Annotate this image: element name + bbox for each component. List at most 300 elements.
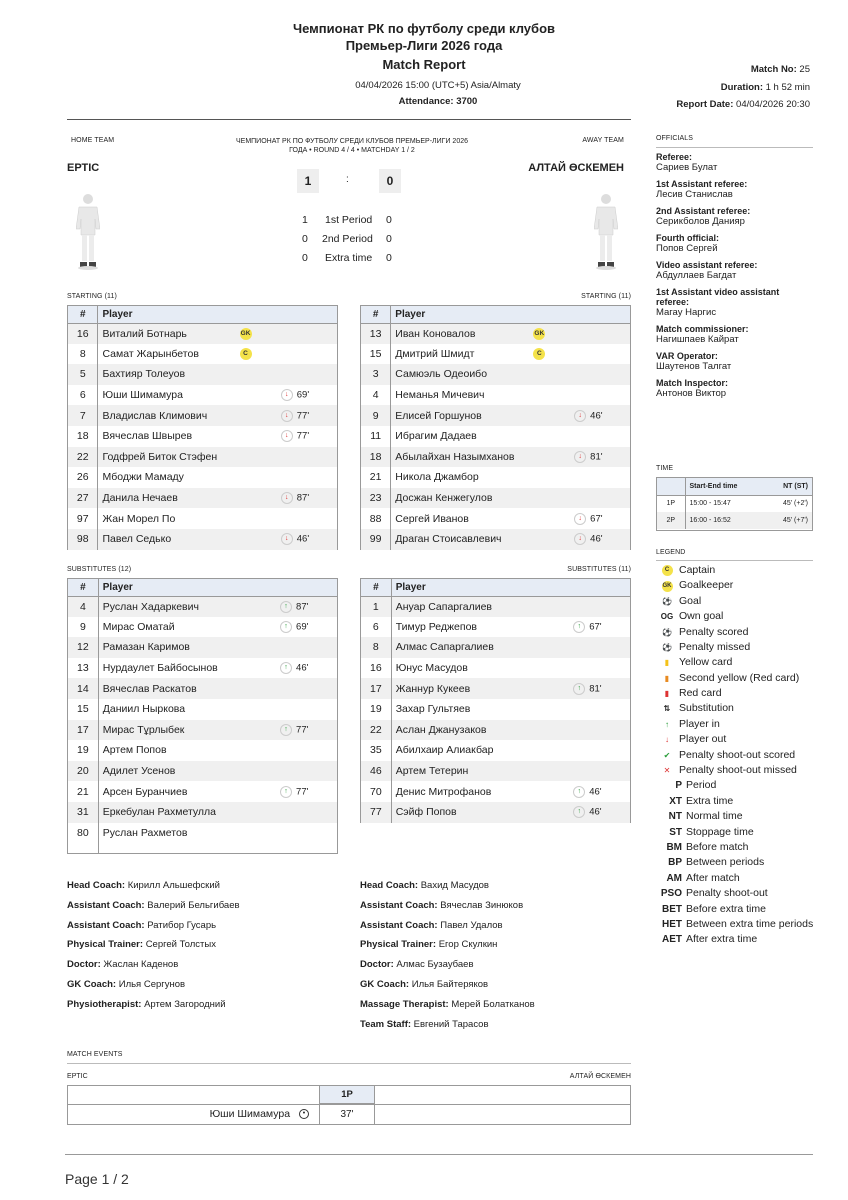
player-name: Павел Седько [98, 529, 236, 550]
player-row [361, 720, 630, 741]
player-event-cell [276, 678, 337, 699]
player-event-cell [277, 364, 337, 385]
away-team-name: АЛТАЙ ӨСКЕМЕН [528, 162, 624, 174]
home-kit-icon [76, 192, 100, 272]
player-badge-cell [236, 467, 277, 488]
player-name: Никола Джамбор [395, 471, 479, 484]
player-number: 70 [361, 781, 391, 802]
staff-row: Team Staff: Евгений Тарасов [360, 1018, 489, 1030]
player-row [361, 447, 630, 468]
legend-item [660, 748, 813, 763]
player-badge-cell [237, 637, 276, 658]
player-name: Бахтияр Толеуов [98, 364, 236, 385]
legend-text: Yellow card [679, 656, 733, 669]
events-away-team: АЛТАЙ ӨСКЕМЕН [569, 1073, 631, 1080]
goal-icon: ⚽ [662, 596, 672, 606]
period-3-home: 0 [302, 252, 308, 264]
events-table [67, 1085, 631, 1125]
player-name: Денис Митрофанов [395, 785, 492, 798]
player-name: Абылайхан Назымханов [391, 447, 530, 468]
player-name: Юнус Масудов [395, 662, 468, 675]
player-name: Ибрагим Дадаев [395, 430, 477, 443]
player-row [68, 529, 337, 550]
player-row [68, 761, 337, 782]
time-table [657, 478, 812, 529]
sub-minute: 69' [296, 389, 310, 401]
legend-text: Player out [679, 733, 727, 746]
player-row [361, 529, 630, 550]
player-event-cell [569, 761, 630, 782]
player-number: 16 [68, 323, 98, 344]
col-player-header: Player [98, 579, 337, 596]
player-in-icon: ↑ [280, 601, 292, 613]
time-col-start-end: Start-End time [685, 478, 765, 495]
player-number: 5 [68, 364, 98, 385]
player-number: 19 [361, 699, 391, 720]
player-event-cell [276, 802, 337, 823]
yellow-card-icon: ▮ [664, 658, 670, 668]
player-in-icon: ↑ [280, 786, 292, 798]
player-in-icon: ↑ [280, 621, 292, 633]
player-row [361, 740, 630, 761]
player-row [361, 364, 630, 385]
attendance: Attendance: 3700 [398, 96, 478, 107]
player-number: 88 [361, 508, 391, 529]
time-col-period [657, 478, 685, 495]
player-name: Мирас Оматай [102, 620, 175, 633]
player-event-cell [276, 781, 337, 802]
player-number: 18 [361, 447, 391, 468]
divider [67, 119, 631, 120]
player-row [361, 385, 630, 406]
period-1-home: 1 [302, 214, 308, 226]
player-event-cell [277, 467, 337, 488]
sub-minute: 87' [296, 601, 309, 613]
player-badge-cell [236, 344, 277, 365]
player-row [68, 344, 337, 365]
legend-text: Between periods [686, 856, 765, 869]
player-event-cell [569, 637, 630, 658]
player-name: Адилет Усенов [98, 761, 237, 782]
player-out-icon: ↓ [281, 389, 293, 401]
player-out-icon: ↓ [574, 513, 586, 525]
player-row [68, 447, 337, 468]
player-number: 15 [361, 344, 391, 365]
player-event-cell [569, 802, 630, 823]
staff-row: Head Coach: Кирилл Альшефский [67, 880, 220, 891]
player-number: 19 [68, 740, 98, 761]
legend-text: Penalty missed [679, 640, 751, 653]
sub-minute: 77' [296, 430, 310, 442]
player-row [68, 467, 337, 488]
home-subs-label: SUBSTITUTES (12) [67, 566, 132, 573]
player-in-icon: ↑ [280, 662, 292, 674]
divider [656, 560, 813, 561]
player-number: 77 [361, 802, 391, 823]
staff-row: Assistant Coach: Павел Удалов [360, 919, 503, 931]
period-1-label: 1st Period [325, 214, 373, 226]
sub-minute: 77' [296, 724, 309, 736]
legend-item [660, 886, 813, 901]
home-starting-label: STARTING (11) [67, 293, 117, 300]
home-staff-list [67, 876, 240, 1015]
player-row [68, 678, 337, 699]
legend-item [660, 563, 813, 578]
player-badge-cell [531, 596, 569, 617]
player-event-cell [277, 344, 337, 365]
player-badge-cell [236, 405, 277, 426]
player-number: 21 [68, 781, 98, 802]
player-row [361, 761, 630, 782]
player-name: Юши Шимамура [102, 389, 183, 402]
col-number-header: # [68, 579, 98, 596]
player-badge-cell [236, 323, 277, 344]
legend-text: Substitution [679, 702, 734, 715]
captain-icon: C [660, 563, 674, 579]
between-extra-time-abbr: HET [662, 918, 682, 930]
legend-item [660, 825, 813, 840]
before-match-abbr: BM [666, 841, 682, 853]
player-badge-cell [529, 323, 570, 344]
player-badge-cell [531, 637, 569, 658]
player-in-icon: ↑ [573, 683, 585, 695]
player-event-cell [277, 323, 337, 344]
player-badge-cell [531, 761, 569, 782]
staff-row: Physiotherapist: Артем Загородний [67, 998, 226, 1010]
report-title-line-2: Премьер-Лиги 2026 года [345, 38, 503, 53]
official-role: Match commissioner: [656, 324, 749, 334]
player-number: 17 [361, 678, 391, 699]
staff-row: Physical Trainer: Сергей Толстых [67, 939, 216, 951]
official-role: Referee: [656, 152, 693, 162]
after-extra-time-abbr: AET [662, 934, 682, 946]
shootout-missed-icon: ✕ [663, 766, 671, 776]
col-number-header: # [68, 306, 98, 323]
shootout-scored-icon: ✔ [663, 750, 671, 760]
player-badge-cell [236, 529, 277, 550]
sub-minute: 46' [296, 533, 310, 545]
time-nt: 45' (+7') [782, 517, 808, 524]
player-out-icon: ↓ [281, 430, 293, 442]
legend-item [660, 840, 813, 855]
player-number: 13 [68, 658, 98, 679]
player-event-cell [276, 699, 337, 720]
player-number: 22 [361, 720, 391, 741]
player-in-icon: ↑ [665, 719, 669, 729]
player-row [361, 781, 630, 802]
player-number: 11 [361, 426, 391, 447]
player-badge-cell [531, 720, 569, 741]
player-name: Артем Попов [102, 744, 167, 757]
player-badge-cell [529, 385, 570, 406]
period-2-home: 0 [302, 233, 308, 245]
player-number: 8 [361, 637, 391, 658]
time-period: 1P [657, 495, 685, 512]
player-number: 6 [361, 617, 391, 638]
player-name: Неманья Мичевич [395, 389, 485, 402]
sub-minute: 87' [296, 492, 310, 504]
player-row [68, 323, 337, 344]
report-title-match-report: Match Report [382, 57, 466, 72]
player-event-cell [569, 720, 630, 741]
player-number: 20 [68, 761, 98, 782]
goalkeeper-badge-icon: GK [533, 328, 545, 340]
player-row [68, 385, 337, 406]
home-subs-table [68, 579, 337, 854]
player-badge-cell [531, 802, 569, 823]
legend-item [660, 717, 813, 732]
legend-text: Player in [679, 717, 720, 730]
player-badge-cell [531, 699, 569, 720]
player-badge-cell [237, 720, 276, 741]
player-row [361, 488, 630, 509]
before-extra-time-abbr: BET [662, 903, 682, 915]
player-number: 18 [68, 426, 98, 447]
legend-item [660, 778, 813, 793]
col-player-header: Player [391, 579, 630, 596]
goalkeeper-badge-icon: GK [240, 328, 252, 340]
legend-item [660, 671, 813, 686]
player-row [361, 658, 630, 679]
official-name: Нагишпаев Кайрат [656, 334, 739, 345]
substitution-icon: ⇅ [663, 704, 671, 714]
divider [656, 147, 813, 148]
normal-time-abbr: NT [668, 811, 682, 823]
sub-minute: 46' [589, 786, 602, 798]
player-event-cell [277, 447, 337, 468]
staff-row: Physical Trainer: Егор Скулкин [360, 939, 498, 951]
player-number: 46 [361, 761, 391, 782]
legend-text: Stoppage time [686, 825, 754, 838]
legend-item [660, 917, 813, 932]
player-event-cell [569, 678, 630, 699]
player-row [361, 699, 630, 720]
player-out-icon: ↓ [665, 735, 669, 745]
player-number: 80 [68, 823, 98, 854]
report-title-line-1: Чемпионат РК по футболу среди клубов [292, 21, 555, 36]
player-badge-cell [237, 678, 276, 699]
period-2-label: 2nd Period [322, 233, 373, 245]
player-number: 27 [68, 488, 98, 509]
own-goal-icon: OG [660, 612, 674, 622]
player-name: Мирас Тұрлыбек [98, 720, 237, 741]
period-1-away: 0 [386, 214, 392, 226]
official-role: 1st Assistant video assistant referee: [656, 287, 780, 307]
player-name: Жан Морел По [102, 512, 176, 525]
period-2-away: 0 [386, 233, 392, 245]
away-subs-label: SUBSTITUTES (11) [567, 566, 631, 573]
player-event-cell [276, 761, 337, 782]
player-name: Иван Коновалов [391, 323, 530, 344]
legend-item [660, 594, 813, 609]
legend-item [660, 625, 813, 640]
score-separator: : [346, 174, 349, 185]
time-label: TIME [656, 465, 674, 472]
player-event-cell [276, 823, 337, 854]
player-event-cell [277, 508, 337, 529]
away-starting-label: STARTING (11) [581, 293, 631, 300]
player-number: 8 [68, 344, 98, 365]
player-number: 21 [361, 467, 391, 488]
away-staff-list [360, 876, 535, 1034]
player-row [68, 508, 337, 529]
time-row [657, 512, 812, 529]
time-row [657, 495, 812, 512]
player-row [68, 637, 337, 658]
player-name: Артем Тетерин [391, 761, 531, 782]
player-name: Самат Жарынбетов [102, 347, 199, 360]
time-start-end: 15:00 - 15:47 [689, 500, 731, 508]
player-name: Алмас Сапаргалиев [391, 637, 531, 658]
player-badge-cell [237, 740, 276, 761]
player-event-cell [569, 740, 630, 761]
sub-minute: 81' [589, 683, 602, 695]
home-score: 1 [297, 169, 319, 193]
sub-minute: 46' [590, 533, 603, 545]
staff-row: Head Coach: Вахид Масудов [360, 880, 489, 891]
player-event-cell [570, 529, 630, 550]
away-starting-table [361, 306, 630, 550]
player-number: 35 [361, 740, 391, 761]
staff-row: Assistant Coach: Ратибор Гусарь [67, 919, 217, 931]
player-number: 4 [361, 385, 391, 406]
player-number: 98 [68, 529, 98, 550]
legend-text: Goal [679, 594, 702, 607]
player-event-cell [569, 781, 630, 802]
col-number-header: # [361, 579, 391, 596]
player-number: 22 [68, 447, 98, 468]
player-in-icon: ↑ [573, 621, 585, 633]
player-row [361, 637, 630, 658]
page-number: Page 1 / 2 [65, 1171, 129, 1187]
player-out-icon: ↓ [574, 410, 586, 422]
player-event-cell [570, 467, 630, 488]
staff-row: Assistant Coach: Валерий Бельгибаев [67, 899, 240, 911]
legend-text: Before match [686, 840, 749, 853]
player-name: Арсен Буранчиев [102, 785, 188, 798]
penalty-scored-icon: ⚽ [662, 627, 672, 637]
sub-minute: 69' [296, 621, 309, 633]
player-out-icon: ↓ [574, 533, 586, 545]
player-row [68, 617, 337, 638]
legend-text: After match [686, 871, 740, 884]
player-event-cell [569, 596, 630, 617]
player-number: 3 [361, 364, 391, 385]
event-row-home: Юши Шимамура • [68, 1104, 319, 1125]
player-row [68, 596, 337, 617]
player-badge-cell [529, 405, 570, 426]
player-row [361, 426, 630, 447]
player-event-cell [277, 426, 337, 447]
official-name: Попов Сергей [656, 243, 718, 254]
player-number: 16 [361, 658, 391, 679]
player-badge-cell [531, 617, 569, 638]
player-row [361, 344, 630, 365]
player-number: 99 [361, 529, 391, 550]
player-badge-cell [529, 529, 570, 550]
player-badge-cell [236, 385, 277, 406]
staff-row: GK Coach: Илья Байтеряков [360, 978, 489, 990]
legend-text: Penalty scored [679, 625, 749, 638]
player-badge-cell [529, 447, 570, 468]
legend-item [660, 732, 813, 747]
player-row [361, 617, 630, 638]
player-name: Самюэль Одеоибо [391, 364, 530, 385]
player-name: Захар Гультяев [395, 703, 471, 716]
legend-item [660, 794, 813, 809]
player-name: Жаннур Кукеев [391, 678, 531, 699]
player-name: Даниил Ныркова [102, 703, 186, 716]
legend-text: Extra time [686, 794, 734, 807]
match-events-label: MATCH EVENTS [67, 1051, 123, 1058]
official-name: Антонов Виктор [656, 388, 727, 399]
player-name: Сергей Иванов [395, 512, 469, 525]
player-row [361, 802, 630, 823]
player-number: 14 [68, 678, 98, 699]
player-badge-cell [531, 678, 569, 699]
player-badge-cell [529, 364, 570, 385]
legend-text: Period [686, 779, 717, 792]
legend-item [660, 702, 813, 717]
player-number: 15 [68, 699, 98, 720]
player-event-cell [277, 488, 337, 509]
away-team-label: AWAY TEAM [582, 137, 624, 144]
player-number: 17 [68, 720, 98, 741]
player-event-cell [570, 364, 630, 385]
player-name: Аслан Джанузаков [391, 720, 531, 741]
staff-row: GK Coach: Илья Сергунов [67, 978, 186, 990]
player-number: 23 [361, 488, 391, 509]
player-out-icon: ↓ [574, 451, 586, 463]
player-name: Руслан Рахметов [102, 826, 188, 839]
player-event-cell [277, 529, 337, 550]
player-name: Абилхаир Алиакбар [395, 744, 494, 757]
between-periods-abbr: BP [668, 857, 682, 869]
home-starting-table [68, 306, 337, 550]
player-event-cell [277, 405, 337, 426]
player-event-cell [570, 405, 630, 426]
staff-row: Massage Therapist: Мерей Болатканов [360, 998, 535, 1010]
player-name: Руслан Хадаркевич [98, 596, 237, 617]
player-row [68, 781, 337, 802]
penalty-shootout-abbr: PSO [660, 888, 682, 900]
legend-item [660, 640, 813, 655]
player-badge-cell [531, 781, 569, 802]
sub-minute: 67' [589, 621, 602, 633]
official-role: Video assistant referee: [656, 260, 758, 270]
time-period: 2P [657, 512, 685, 529]
player-badge-cell [237, 802, 276, 823]
away-subs-table [361, 579, 630, 823]
player-name: Ануар Сапаргалиев [391, 596, 531, 617]
legend-text: Penalty shoot-out scored [679, 748, 796, 761]
col-player-header: Player [391, 306, 630, 323]
official-role: Fourth official: [656, 233, 719, 243]
player-name: Драган Стоисавлевич [391, 529, 530, 550]
legend-text: Between extra time periods [686, 917, 814, 930]
match-datetime: 04/04/2026 15:00 (UTC+5) Asia/Almaty [355, 80, 521, 91]
col-number-header: # [361, 306, 391, 323]
legend-item [660, 871, 813, 886]
legend-item [660, 932, 813, 947]
player-row [68, 699, 337, 720]
player-name: Еркебулан Рахметулла [98, 802, 237, 823]
player-row [68, 823, 337, 854]
player-row [361, 678, 630, 699]
legend-text: Penalty shoot-out [686, 887, 768, 900]
official-name: Абдуллаев Багдат [656, 270, 737, 281]
official-name: Серикболов Данияр [656, 216, 745, 227]
